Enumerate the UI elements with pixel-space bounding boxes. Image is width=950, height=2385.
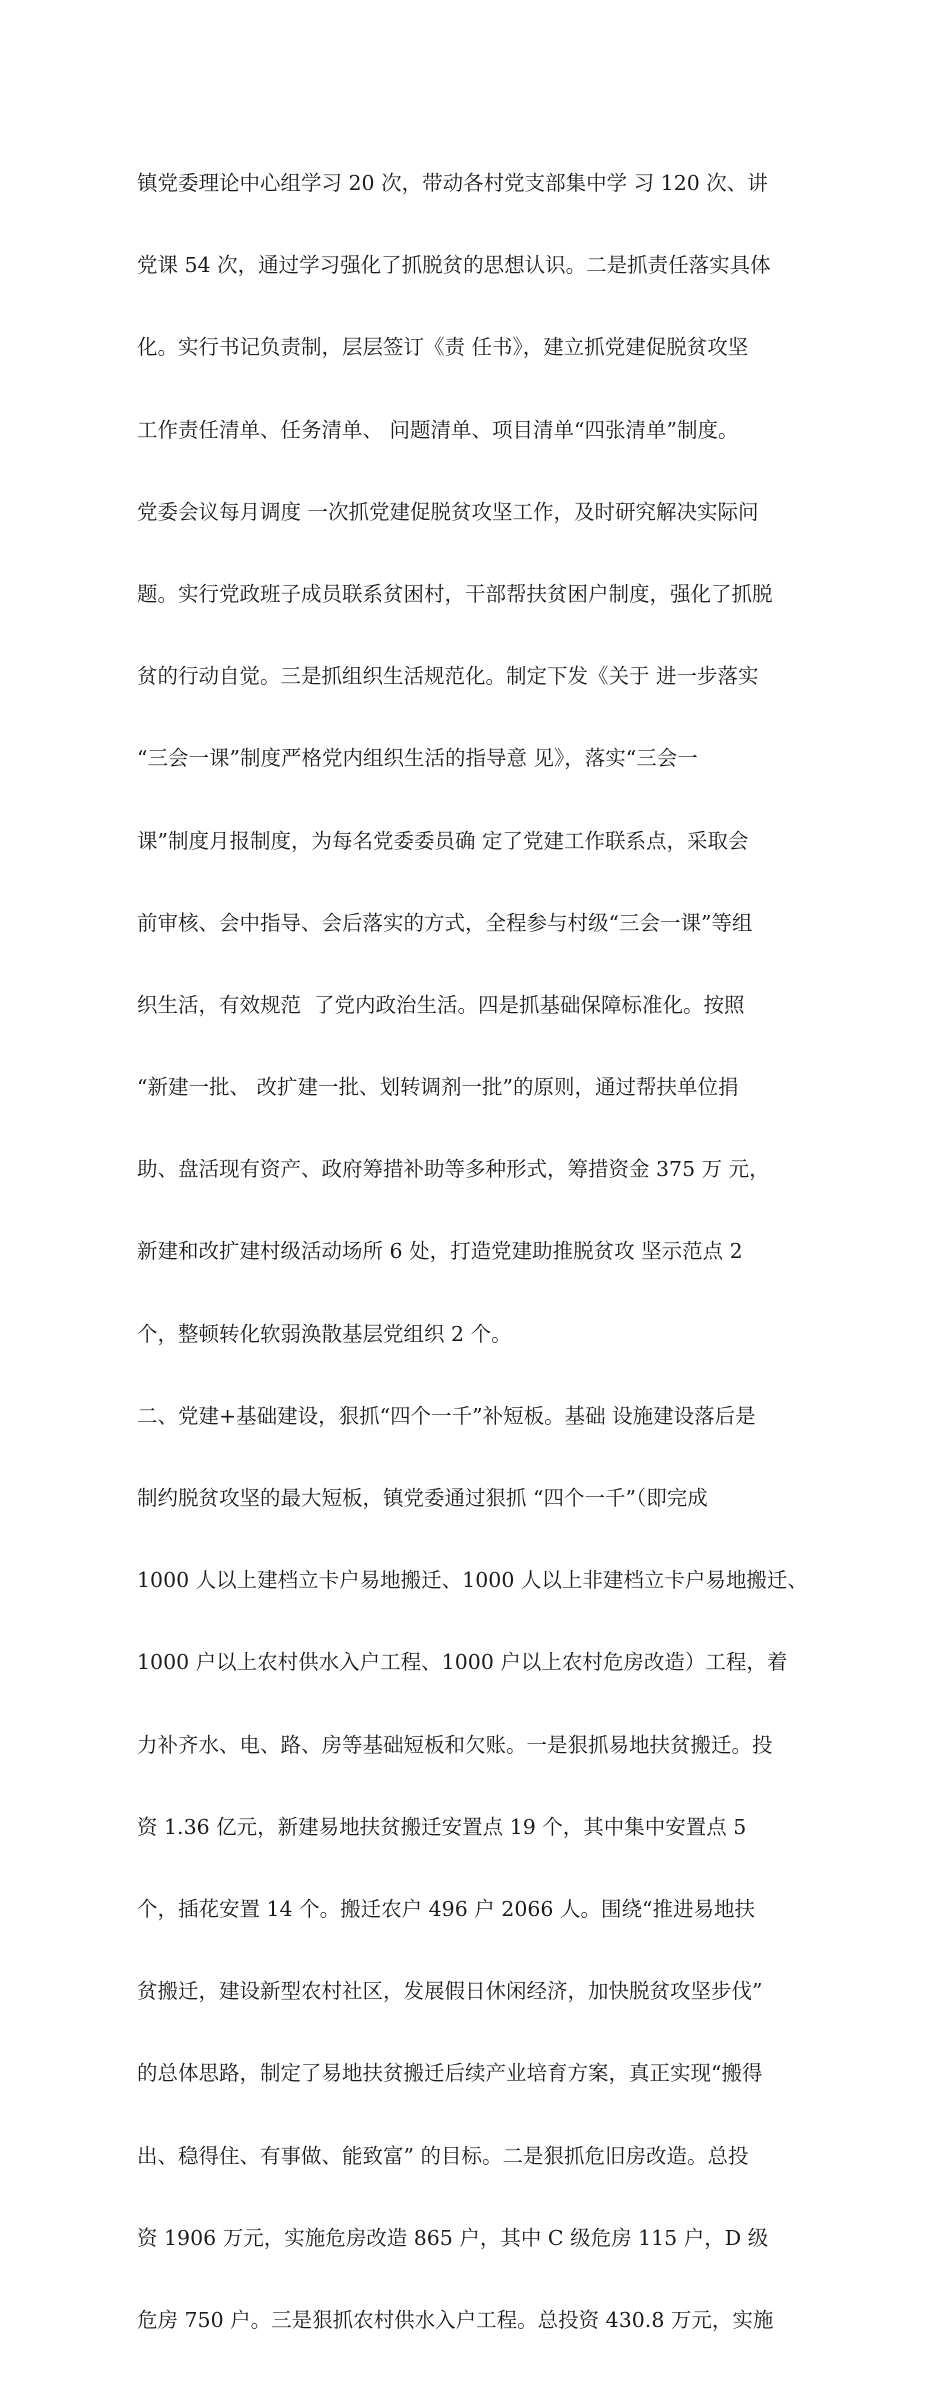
text-line: 织生活，有效规范 了党内政治生活。四是抓基础保障标准化。按照 <box>137 992 745 1017</box>
text-line: 贫的行动自觉。三是抓组织生活规范化。制定下发《关于 进一步落实 <box>137 664 759 689</box>
text-line: “三会一课”制度严格党内组织生活的指导意 见》，落实“三会一 <box>137 746 698 771</box>
text-line: 资 1906 万元，实施危房改造 865 户，其中 C 级危房 115 户，D 级 <box>137 2225 769 2250</box>
text-line: 题。实行党政班子成员联系贫困村，干部帮扶贫困户制度，强化了抓脱 <box>137 581 773 606</box>
text-line: “新建一批、 改扩建一批、划转调剂一批”的原则，通过帮扶单位捐 <box>137 1075 739 1100</box>
text-line: 贫搬迁，建设新型农村社区，发展假日休闲经济，加快脱贫攻坚步伐” <box>137 1979 763 2004</box>
body-text <box>137 118 827 2385</box>
text-line: 制约脱贫攻坚的最大短板，镇党委通过狠抓 “四个一千”（即完成 <box>137 1486 708 1510</box>
text-line: 党委会议每月调度 一次抓党建促脱贫攻坚工作，及时研究解决实际问 <box>137 499 759 524</box>
text-line: 镇党委理论中心组学习 20 次，带动各村党支部集中学 习 120 次、讲 <box>137 171 768 195</box>
text-line: 1000 人以上建档立卡户易地搬迁、1000 人以上非建档立卡户易地搬迁、 <box>137 1568 808 1593</box>
text-line: 力补齐水、电、路、房等基础短板和欠账。一是狠抓易地扶贫搬迁。投 <box>137 1732 773 1757</box>
text-line: 化。实行书记负责制，层层签订《责 任书》，建立抓党建促脱贫攻坚 <box>137 335 749 360</box>
text-line: 1000 户以上农村供水入户工程、1000 户以上农村危房改造）工程，着 <box>137 1650 788 1675</box>
text-line: 党课 54 次，通过学习强化了抓脱贫的思想认识。二是抓责任落实具体 <box>137 253 771 278</box>
text-line: 资 1.36 亿元，新建易地扶贫搬迁安置点 19 个，其中集中安置点 5 <box>137 1814 747 1839</box>
text-line: 个，插花安置 14 个。搬迁农户 496 户 2066 人。围绕“推进易地扶 <box>137 1896 755 1921</box>
text-line: 个，整顿转化软弱涣散基层党组织 2 个。 <box>137 1321 512 1346</box>
text-line: 的总体思路，制定了易地扶贫搬迁后续产业培育方案，真正实现“搬得 <box>137 2061 763 2086</box>
text-line: 出、稳得住、有事做、能致富” 的目标。二是狠抓危旧房改造。总投 <box>137 2143 749 2168</box>
text-line: 助、盘活现有资产、政府筹措补助等多种形式，筹措资金 375 万 元， <box>137 1157 770 1182</box>
text-line: 危房 750 户。三是狠抓农村供水入户工程。总投资 430.8 万元，实施 <box>137 2307 774 2332</box>
section-heading-line: 二、党建+基础建设，狠抓“四个一千”补短板。基础 设施建设落后是 <box>137 1403 756 1428</box>
text-line: 课”制度月报制度，为每名党委委员确 定了党建工作联系点，采取会 <box>137 828 749 853</box>
text-line: 前审核、会中指导、会后落实的方式，全程参与村级“三会一课”等组 <box>137 910 753 935</box>
text-line: 新建和改扩建村级活动场所 6 处，打造党建助推脱贫攻 坚示范点 2 <box>137 1239 743 1264</box>
text-line: 工作责任清单、任务清单、 问题清单、项目清单“四张清单”制度。 <box>137 417 739 442</box>
